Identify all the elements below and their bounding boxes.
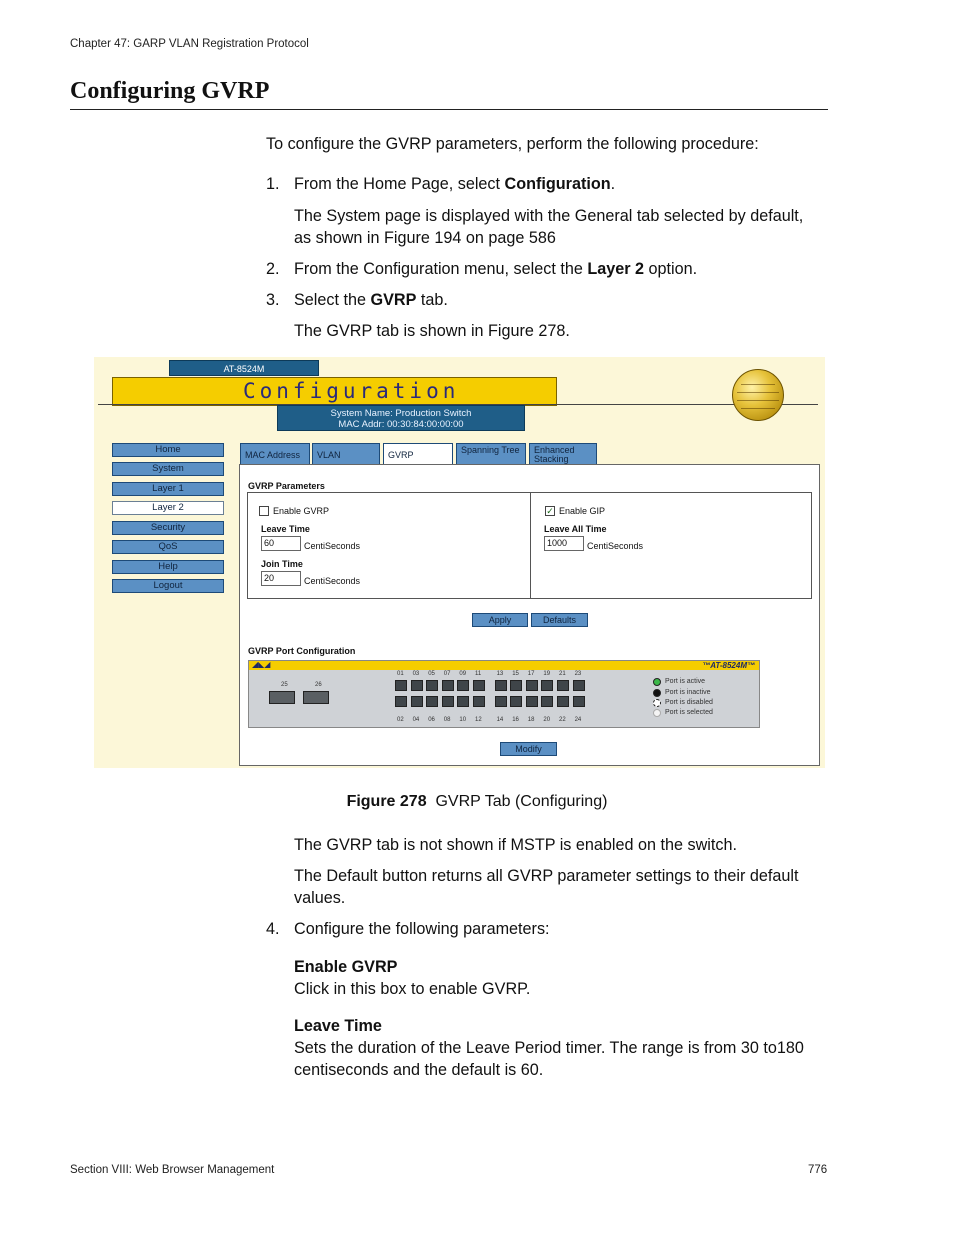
switch-port-06[interactable] [426, 696, 438, 707]
port-number-label: 19 [543, 671, 551, 677]
tab-gvrp[interactable]: GVRP [383, 443, 453, 466]
switch-port-22[interactable] [557, 696, 569, 707]
tab-vlan[interactable]: VLAN [312, 443, 380, 465]
switch-port-10[interactable] [457, 696, 469, 707]
leave-all-time-units: CentiSeconds [587, 541, 644, 551]
port-number-label: 25 [281, 682, 288, 688]
join-time-input[interactable]: 20 [261, 571, 301, 586]
disabled-dot-icon [653, 699, 661, 707]
intro-paragraph: To configure the GVRP parameters, perform the following procedure: [266, 135, 759, 153]
inactive-dot-icon [653, 689, 661, 697]
switch-port-02[interactable] [395, 696, 407, 707]
step-text: From the Configuration menu, select the [294, 260, 588, 278]
port-number-label: 15 [512, 671, 519, 677]
nav-layer-1[interactable]: Layer 1 [112, 482, 224, 496]
switch-port-19[interactable] [541, 680, 553, 691]
step-4 [266, 918, 550, 940]
step-emphasis: Configuration [504, 175, 611, 193]
switch-port-12[interactable] [473, 696, 485, 707]
switch-port-23[interactable] [573, 680, 585, 691]
step-number: 2. [266, 260, 280, 278]
port-number-label: 10 [459, 717, 467, 723]
nav-qos[interactable]: QoS [112, 540, 224, 554]
leave-all-time-input[interactable]: 1000 [544, 536, 584, 551]
port-number-label: 21 [559, 671, 566, 677]
leave-all-time-label: Leave All Time [544, 524, 607, 534]
param-name: Leave Time [294, 1017, 382, 1035]
selected-dot-icon [653, 709, 661, 717]
uplink-port-25[interactable] [269, 691, 295, 704]
nav-security[interactable]: Security [112, 521, 224, 535]
param-desc: Sets the duration of the Leave Period timer. The range is from 30 to180 centiseconds and the default is 60. [294, 1039, 804, 1079]
port-number-label: 11 [475, 671, 482, 677]
config-banner [112, 377, 557, 406]
legend-disabled: Port is disabled [665, 699, 713, 706]
gvrp-parameters-heading: GVRP Parameters [248, 481, 325, 491]
switch-port-08[interactable] [442, 696, 454, 707]
model-tab: AT-8524M [169, 360, 319, 376]
enable-gvrp-checkbox[interactable] [259, 506, 269, 516]
port-number-label: 18 [527, 717, 535, 723]
brand-logo-icon: ◢◣◢ [252, 660, 271, 669]
switch-faceplate [248, 660, 760, 728]
page-number: 776 [808, 1164, 828, 1176]
post-figure-para-1: The GVRP tab is not shown if MSTP is enabled on the switch. [294, 836, 737, 854]
switch-port-20[interactable] [541, 696, 553, 707]
nav-help[interactable]: Help [112, 560, 224, 574]
port-number-label: 08 [443, 717, 451, 723]
step-text-end: tab. [416, 291, 448, 309]
port-number-label: 05 [428, 671, 435, 677]
step-1 [266, 173, 615, 195]
port-number-label: 02 [397, 717, 404, 723]
port-number-label: 26 [315, 682, 322, 688]
port-number-label: 13 [496, 671, 504, 677]
params-right-box [530, 492, 812, 599]
port-config-heading: GVRP Port Configuration [248, 646, 356, 656]
footer-section: Section VIII: Web Browser Management [70, 1164, 275, 1176]
port-number-label: 20 [543, 717, 551, 723]
nav-home[interactable]: Home [112, 443, 224, 457]
figure-title: GVRP Tab (Configuring) [435, 793, 608, 810]
step-emphasis: GVRP [370, 291, 417, 309]
port-number-label: 03 [412, 671, 420, 677]
nav-system[interactable]: System [112, 462, 224, 476]
defaults-button[interactable]: Defaults [531, 613, 588, 627]
mac-address: MAC Addr: 00:30:84:00:00:00 [338, 419, 464, 430]
legend-active: Port is active [665, 678, 706, 685]
active-dot-icon [653, 678, 661, 686]
switch-port-09[interactable] [457, 680, 469, 691]
step-3-note: The GVRP tab is shown in Figure 278. [294, 322, 570, 340]
modify-button[interactable]: Modify [500, 742, 557, 756]
port-number-label: 06 [428, 717, 435, 723]
leave-time-input[interactable]: 60 [261, 536, 301, 551]
switch-port-11[interactable] [473, 680, 485, 691]
figure-label: Figure 278 [346, 793, 427, 810]
param-name: Enable GVRP [294, 958, 398, 976]
step-number: 3. [266, 291, 280, 309]
switch-port-18[interactable] [526, 696, 538, 707]
running-head: Chapter 47: GARP VLAN Registration Protocol [70, 38, 309, 50]
step-number: 1. [266, 175, 280, 193]
leave-time-label: Leave Time [261, 524, 310, 534]
legend-inactive: Port is inactive [665, 689, 711, 696]
step-number: 4. [266, 920, 280, 938]
step-emphasis: Layer 2 [587, 260, 645, 278]
step-text-end: option. [644, 260, 698, 278]
switch-port-21[interactable] [557, 680, 569, 691]
step-2 [266, 258, 697, 280]
enable-gip-checkbox[interactable]: ✓ [546, 506, 554, 516]
switch-port-03[interactable] [411, 680, 423, 691]
switch-port-17[interactable] [526, 680, 538, 691]
port-number-label: 16 [512, 717, 519, 723]
tab-spanning-tree[interactable]: Spanning Tree [456, 443, 526, 465]
faceplate-strip [249, 661, 759, 670]
switch-port-24[interactable] [573, 696, 585, 707]
switch-port-15[interactable] [510, 680, 522, 691]
switch-port-05[interactable] [426, 680, 438, 691]
system-info [277, 405, 525, 431]
switch-port-04[interactable] [411, 696, 423, 707]
switch-port-07[interactable] [442, 680, 454, 691]
title-rule [70, 109, 828, 110]
figure-caption [0, 793, 954, 811]
gvrp-screenshot [94, 357, 825, 768]
enable-gip-label: Enable GIP [559, 506, 606, 516]
join-time-label: Join Time [261, 559, 303, 569]
section-title: Configuring GVRP [70, 78, 270, 104]
system-name: System Name: Production Switch [330, 408, 472, 419]
port-number-label: 04 [412, 717, 420, 723]
join-time-units: CentiSeconds [304, 576, 361, 586]
step-text: Select the [294, 291, 371, 309]
port-number-label: 01 [397, 671, 404, 677]
port-number-label: 22 [559, 717, 566, 723]
step-text-end: . [610, 175, 616, 193]
tab-mac-address[interactable]: MAC Address [240, 443, 310, 465]
switch-port-13[interactable] [495, 680, 507, 691]
switch-port-16[interactable] [510, 696, 522, 707]
tab-enhanced-stacking[interactable]: Enhanced Stacking [529, 443, 597, 465]
model-mark: ™AT-8524M™ [702, 661, 755, 670]
nav-logout[interactable]: Logout [112, 579, 224, 593]
port-number-label: 17 [527, 671, 535, 677]
port-number-label: 23 [574, 671, 582, 677]
switch-port-14[interactable] [495, 696, 507, 707]
nav-layer-2[interactable]: Layer 2 [112, 501, 224, 515]
step-1-note: The System page is displayed with the General tab selected by default, as shown in Figure 194 on page 586 [294, 207, 804, 247]
globe-logo-icon [732, 369, 784, 421]
apply-button[interactable]: Apply [472, 613, 528, 627]
step-text: Configure the following parameters: [294, 920, 550, 938]
switch-port-01[interactable] [395, 680, 407, 691]
enable-gvrp-label: Enable GVRP [273, 506, 330, 516]
port-number-label: 12 [475, 717, 482, 723]
step-3 [266, 289, 448, 311]
param-desc: Click in this box to enable GVRP. [294, 980, 531, 998]
port-number-label: 24 [574, 717, 582, 723]
params-left-box [247, 492, 531, 599]
port-number-label: 14 [496, 717, 504, 723]
step-text: From the Home Page, select [294, 175, 505, 193]
uplink-port-26[interactable] [303, 691, 329, 704]
port-number-label: 09 [459, 671, 467, 677]
port-number-label: 07 [443, 671, 451, 677]
leave-time-units: CentiSeconds [304, 541, 361, 551]
config-banner-title: Configuration [243, 379, 460, 403]
legend-selected: Port is selected [665, 709, 713, 716]
post-figure-para-2: The Default button returns all GVRP parameter settings to their default values. [294, 867, 799, 907]
